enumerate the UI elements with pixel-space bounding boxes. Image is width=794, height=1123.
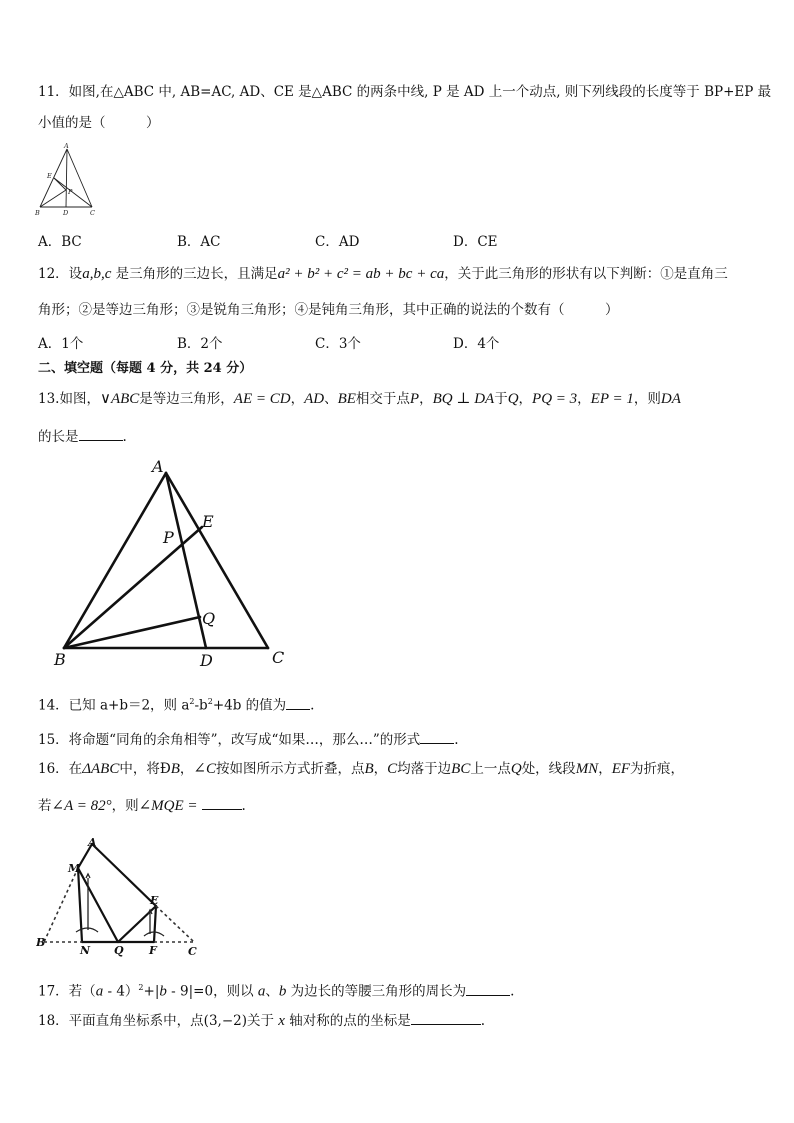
q13-text-3: 相交于点 — [355, 391, 410, 407]
q16-fig-label-q: Q — [114, 944, 124, 957]
q15-line — [38, 730, 459, 749]
q16-l2d: ∠MQE = — [138, 798, 198, 814]
q17-t4: - 9|=0，则以 — [166, 983, 258, 1000]
q12-vars: a,b,c — [82, 266, 112, 282]
q17-var-b2: b — [278, 983, 287, 1000]
q16-t4: 按如图所示方式折叠，点 — [215, 761, 365, 777]
q17-var-a: a — [95, 983, 104, 1000]
q16-line2 — [38, 796, 246, 815]
q12-line2: 角形；②是等边三角形；③是锐角三角形；④是钝角三角形，其中正确的说法的个数有（ ） — [38, 302, 619, 318]
q13-fig-label-q: Q — [202, 609, 216, 628]
q11-line1: 11．如图,在△ABC 中, AB=AC, AD、CE 是△ABC 的两条中线, P 是 AD 上一个动点, 则下列线段的长度等于 BP+EP 最 — [38, 84, 772, 100]
q13-c3: BE — [337, 391, 356, 407]
q13-line1 — [38, 390, 681, 408]
q11-option-d: D．CE — [453, 234, 498, 250]
q13-text-2: 是等边三角形， — [139, 391, 234, 407]
q13-line2 — [38, 427, 127, 446]
q14-text-2: -b — [194, 697, 208, 714]
q13-s3: ， — [419, 391, 433, 407]
q16-l2a: 若 — [38, 798, 52, 814]
q16-fig-label-m: M — [68, 862, 81, 875]
q17-t1: 17．若（ — [38, 983, 96, 1000]
q12-text-2: 是三角形的三边长，且满足 — [111, 266, 278, 282]
q12-option-d: D．4个 — [453, 336, 500, 352]
q15-end: . — [454, 732, 459, 748]
q14-text-3: +4b 的值为 — [212, 697, 287, 714]
q13-figure — [50, 455, 290, 670]
q13-line2-end: . — [122, 429, 127, 445]
q16-t1: 16．在 — [38, 761, 83, 777]
q13-text-5: ，则 — [633, 391, 661, 407]
q16-fig-label-e: E — [150, 894, 159, 907]
q13-c2: AD — [304, 391, 325, 407]
q16-c2: B — [170, 761, 180, 777]
q18-var-x: x — [278, 1013, 285, 1029]
q13-fig-label-a: A — [152, 457, 164, 476]
q16-fig-label-b: B — [36, 936, 46, 949]
q18-t1: 18．平面直角坐标系中，点(3,−2)关于 — [38, 1013, 279, 1029]
q13-fig-label-e: E — [202, 512, 214, 531]
q11-figure — [32, 142, 100, 218]
q17-line — [38, 979, 514, 1001]
q12-text-1: 12．设 — [38, 266, 83, 282]
q14-sup-1: 2 — [189, 697, 195, 706]
q16-fig-label-n: N — [80, 944, 91, 957]
q17-t2: - 4） — [103, 983, 139, 1000]
q16-t7: 上一点 — [470, 761, 511, 777]
q12-equation: a² + b² + c² = ab + bc + ca — [277, 266, 445, 282]
q13-s5: ， — [577, 391, 591, 407]
q16-t10: 为折痕， — [630, 761, 685, 777]
q16-t2: 中，将Ð — [119, 761, 171, 777]
q13-tri: ∨ABC — [99, 391, 140, 407]
q16-c5: C — [387, 761, 398, 777]
q13-fig-label-p: P — [163, 528, 174, 547]
q18-line — [38, 1011, 485, 1030]
q16-l2c: ，则 — [111, 798, 139, 814]
q12-option-b: B．2个 — [177, 336, 223, 352]
q11-line2: 小值的是（ ） — [38, 115, 160, 131]
q16-c1: ΔABC — [82, 761, 120, 777]
q14-sup-2: 2 — [207, 697, 213, 706]
q11-option-a: A．BC — [38, 234, 82, 250]
q13-line2-text: 的长是 — [38, 429, 79, 445]
q12-option-a: A．1个 — [38, 336, 84, 352]
q13-c7: PQ = 3 — [532, 391, 578, 407]
q16-t3: ， — [179, 761, 194, 777]
q18-t2: 轴对称的点的坐标是 — [284, 1013, 411, 1029]
q16-c9: EF — [611, 761, 631, 777]
q13-s2: 、 — [324, 391, 338, 407]
q14-line — [38, 693, 314, 715]
q12-line1 — [38, 265, 728, 283]
q13-c1: AE = CD — [233, 391, 291, 407]
q17-sup: 2 — [138, 983, 144, 992]
q16-c3: ∠C — [193, 761, 216, 777]
q13-s4: ， — [518, 391, 533, 407]
q14-text-1: 14．已知 a+b＝2，则 a — [38, 697, 190, 714]
q16-end: . — [241, 798, 246, 814]
q15-text: 15．将命题“同角的余角相等”，改写成“如果…，那么…”的形式 — [38, 732, 421, 748]
q11-fig-label-d: D — [63, 209, 69, 217]
q12-option-c: C．3个 — [315, 336, 361, 352]
q16-l2b: ∠A = 82° — [51, 798, 112, 814]
q13-c4: P — [409, 391, 420, 407]
q18-answer-blank — [411, 1011, 481, 1025]
q17-var-a2: a — [257, 983, 266, 1000]
q18-end: . — [480, 1013, 486, 1029]
q12-text-3: ，关于此三角形的形状有以下判断：①是直角三 — [444, 266, 728, 282]
q13-c9: DA — [660, 391, 681, 407]
q11-option-c: C．AD — [315, 234, 360, 250]
q11-fig-label-b: B — [35, 209, 40, 217]
q13-text-1: 13.如图， — [38, 391, 100, 407]
q11-fig-label-a: A — [64, 142, 69, 150]
q17-end: . — [510, 983, 515, 1000]
q13-s1: ， — [290, 391, 305, 407]
q16-line1 — [38, 760, 684, 778]
q16-t6: 均落于边 — [397, 761, 452, 777]
q11-option-b: B．AC — [177, 234, 221, 250]
q13-fig-label-c: C — [272, 648, 285, 667]
q17-t3: +| — [143, 983, 160, 1000]
q16-answer-blank — [202, 796, 242, 810]
q14-end: . — [310, 697, 315, 714]
q17-t5: 、 — [265, 983, 279, 1000]
q11-fig-label-c: C — [90, 209, 95, 217]
q13-text-4: 于 — [494, 391, 508, 407]
q16-t9: ， — [598, 761, 612, 777]
q13-fig-label-b: B — [54, 650, 66, 669]
q16-c7: Q — [510, 761, 522, 777]
q16-t5: ， — [373, 761, 388, 777]
q16-c6: BC — [451, 761, 471, 777]
q11-fig-label-p: P — [68, 188, 73, 196]
q13-c6: Q — [507, 391, 519, 407]
q13-c5: BQ ⊥ DA — [432, 391, 495, 407]
q17-t6: 为边长的等腰三角形的周长为 — [286, 983, 467, 1000]
q16-c4: B — [364, 761, 374, 777]
q16-fig-label-a: A — [88, 836, 97, 849]
q13-answer-blank — [79, 427, 123, 441]
q13-c8: EP = 1 — [590, 391, 634, 407]
q16-fig-label-c: C — [188, 945, 197, 958]
q15-answer-blank — [420, 730, 454, 744]
q16-t8: 处，线段 — [521, 761, 576, 777]
q13-fig-label-d: D — [200, 651, 213, 670]
section-title: 二、填空题（每题 4 分，共 24 分） — [38, 361, 253, 376]
q16-figure — [36, 834, 206, 962]
q11-fig-label-e: E — [47, 172, 52, 180]
q17-answer-blank — [466, 982, 510, 996]
q17-var-b: b — [159, 983, 167, 1000]
q16-c8: MN — [575, 761, 599, 777]
q14-answer-blank — [286, 696, 310, 710]
q16-fig-label-f: F — [149, 944, 157, 957]
